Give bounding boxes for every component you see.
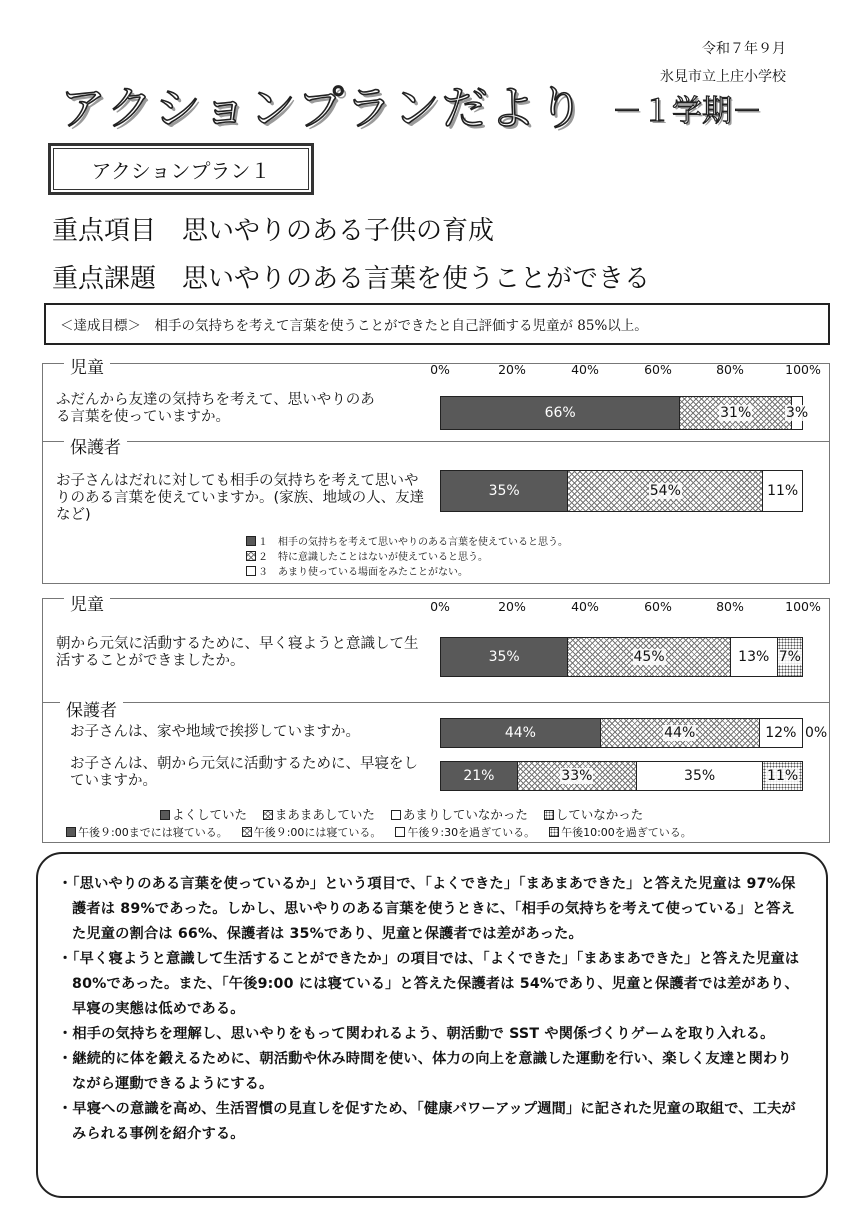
seg-agree bbox=[517, 762, 636, 790]
chart2-parent-bar-1 bbox=[440, 718, 828, 748]
chart2-child-bar bbox=[440, 637, 803, 677]
action-plan-label: アクションプラン１ bbox=[48, 143, 314, 195]
legend-swatch-white bbox=[395, 827, 405, 837]
legend-text: 午後９:30を過ぎている。 bbox=[407, 826, 536, 839]
axis-tick: 0% bbox=[430, 599, 450, 614]
seg-strongly-agree bbox=[441, 762, 517, 790]
bar-segment-label: 35% bbox=[488, 483, 520, 499]
issue-date: 令和７年９月 bbox=[702, 41, 786, 57]
bar-segment-label: 21% bbox=[463, 768, 495, 784]
axis-tick: 40% bbox=[571, 362, 599, 377]
axis-tick: 20% bbox=[498, 599, 526, 614]
legend-swatch-hatched bbox=[246, 551, 256, 561]
chart1-legend-1 bbox=[246, 533, 568, 548]
seg-agree bbox=[679, 397, 791, 429]
chart2-child-label: 児童 bbox=[64, 590, 110, 615]
legend-swatch-white bbox=[246, 566, 256, 576]
chart1-parent-bar bbox=[440, 470, 803, 512]
axis-tick: 80% bbox=[716, 599, 744, 614]
axis-tick: 100% bbox=[785, 362, 821, 377]
legend-text: ２ 特に意識したことはないが使えていると思う。 bbox=[258, 552, 488, 563]
axis-tick: 40% bbox=[571, 599, 599, 614]
axis-tick: 60% bbox=[644, 599, 672, 614]
bar-segment-label: 11% bbox=[767, 483, 799, 499]
summary-item: ・「思いやりのある言葉を使っているか」という項目で、「よくできた」「まあまあできた」と答えた児童は 97%保護者は 89%であった。しかし、思いやりのある言葉を使うときに、「相手の気持ちを考えて使っている」と答えた児童の割合は 66%、保護者は 35%であり、児童と保護者では差があった。 bbox=[58, 876, 796, 942]
chart1-separator bbox=[42, 441, 830, 442]
chart2-parent-label: 保護者 bbox=[60, 696, 123, 721]
summary-item: ・相手の気持ちを理解し、思いやりをもって関われるよう、朝活動で SST や関係づくりゲームを取り入れる。 bbox=[58, 1026, 775, 1042]
bar-segment-label: 35% bbox=[684, 768, 716, 784]
legend-swatch-hatched bbox=[263, 810, 273, 820]
seg-strongly-disagree bbox=[762, 762, 802, 790]
legend-swatch-white bbox=[391, 810, 401, 820]
summary-item: ・早寝への意識を高め、生活習慣の見直しを促すため、「健康パワーアップ週間」に記された児童の取組で、工夫がみられる事例を紹介する。 bbox=[58, 1101, 796, 1142]
axis-tick: 100% bbox=[785, 599, 821, 614]
legend-text: あまりしていなかった bbox=[402, 807, 528, 822]
seg-strongly-agree bbox=[441, 397, 679, 429]
chart1-parent-label: 保護者 bbox=[64, 433, 127, 458]
bar-segment-label: 12% bbox=[765, 725, 797, 741]
bar-segment-label: 33% bbox=[561, 768, 593, 784]
chart2-parent-question-1: お子さんは、家や地域で挨拶していますか。 bbox=[70, 724, 360, 740]
seg-strongly-disagree bbox=[777, 638, 802, 676]
legend-text: していなかった bbox=[555, 807, 644, 822]
seg-strongly-agree bbox=[441, 719, 600, 747]
legend-text: 午後10:00を過ぎている。 bbox=[561, 826, 692, 839]
axis-tick: 0% bbox=[430, 362, 450, 377]
legend-text: まあまあしていた bbox=[274, 807, 375, 822]
bar-segment-label: 35% bbox=[488, 649, 520, 665]
chart2-legend-row-2 bbox=[66, 824, 692, 840]
legend-swatch-dotted bbox=[549, 827, 559, 837]
chart1-parent-question: お子さんはだれに対しても相手の気持ちを考えて思いやりのある言葉を使えていますか。(家族、地域の人、友達 など) bbox=[56, 473, 425, 523]
legend-swatch-hatched bbox=[242, 827, 252, 837]
summary-item: ・「早く寝ようと意識して生活することができたか」の項目では、「よくできた」「まあまあできた」と答えた児童は 80%であった。また、「午後9:00 には寝ている」と答えた保護者は 54%であり、児童と保護者では差があり、早寝の実態は低めである。 bbox=[58, 951, 800, 1017]
seg-disagree bbox=[785, 397, 809, 429]
bar-segment-label: 44% bbox=[504, 725, 536, 741]
summary-item: ・継続的に体を鍛えるために、朝活動や休み時間を使い、体力の向上を意識した運動を行い、楽しく友達と関わりながら運動できるようにする。 bbox=[58, 1051, 792, 1092]
chart1-child-label: 児童 bbox=[64, 353, 110, 378]
seg-disagree bbox=[759, 719, 802, 747]
axis-tick: 80% bbox=[716, 362, 744, 377]
bar-segment-label: 0% bbox=[804, 725, 828, 741]
seg-agree bbox=[600, 719, 759, 747]
seg-agree bbox=[567, 638, 729, 676]
legend-text: １ 相手の気持ちを考えて思いやりのある言葉を使えていると思う。 bbox=[258, 537, 568, 548]
seg-disagree bbox=[730, 638, 777, 676]
bar-segment-label: 45% bbox=[633, 649, 665, 665]
seg-disagree bbox=[762, 471, 802, 511]
legend-swatch-dark bbox=[66, 827, 76, 837]
legend-text: 午後９:00までには寝ている。 bbox=[78, 826, 228, 839]
axis-tick: 20% bbox=[498, 362, 526, 377]
focus-issue: 重点課題 思いやりのある言葉を使うことができる bbox=[52, 264, 651, 294]
bar-segment-label: 13% bbox=[738, 649, 770, 665]
summary-box bbox=[36, 852, 828, 1198]
chart2-legend-row-1 bbox=[160, 805, 643, 823]
chart2-child-question: 朝から元気に活動するために、早く寝ようと意識して生活することができましたか。 bbox=[56, 636, 419, 669]
bar-segment-label: 44% bbox=[664, 725, 696, 741]
seg-strongly-agree bbox=[441, 638, 567, 676]
legend-text: ３ あまり使っている場面をみたことがない。 bbox=[258, 567, 468, 578]
chart2-separator bbox=[42, 702, 830, 703]
bar-segment-label: 7% bbox=[778, 649, 801, 665]
chart2-parent-bar-2 bbox=[440, 761, 803, 791]
legend-text: 午後９:00には寝ている。 bbox=[253, 826, 382, 839]
school-name: 氷見市立上庄小学校 bbox=[660, 69, 786, 85]
legend-swatch-dotted bbox=[544, 810, 554, 820]
legend-swatch-dark bbox=[160, 810, 170, 820]
chart1-child-bar bbox=[440, 396, 809, 430]
seg-disagree bbox=[636, 762, 762, 790]
chart1-child-question: ふだんから友達の気持ちを考えて、思いやりのある言葉を使っていますか。 bbox=[56, 392, 375, 425]
legend-swatch-dark bbox=[246, 536, 256, 546]
seg-strongly-agree bbox=[441, 471, 567, 511]
bar-segment-label: 3% bbox=[785, 405, 809, 421]
bar-segment-label: 11% bbox=[767, 768, 799, 784]
bar-segment-label: 66% bbox=[544, 405, 576, 421]
term-label: －１学期－ bbox=[612, 94, 762, 129]
seg-agree bbox=[567, 471, 762, 511]
page-title: アクションプランだより bbox=[60, 81, 586, 135]
bar-segment-label: 54% bbox=[649, 483, 681, 499]
axis-tick: 60% bbox=[644, 362, 672, 377]
legend-text: よくしていた bbox=[172, 807, 248, 822]
achievement-goal: ＜達成目標＞ 相手の気持ちを考えて言葉を使うことができたと自己評価する児童が 85%以上。 bbox=[44, 303, 830, 345]
chart1-legend-3 bbox=[246, 563, 468, 578]
focus-item: 重点項目 思いやりのある子供の育成 bbox=[52, 216, 495, 246]
bar-segment-label: 31% bbox=[720, 405, 752, 421]
chart2-parent-question-2: お子さんは、朝から元気に活動するために、早寝をしていますか。 bbox=[70, 756, 418, 789]
chart1-legend-2 bbox=[246, 548, 488, 563]
